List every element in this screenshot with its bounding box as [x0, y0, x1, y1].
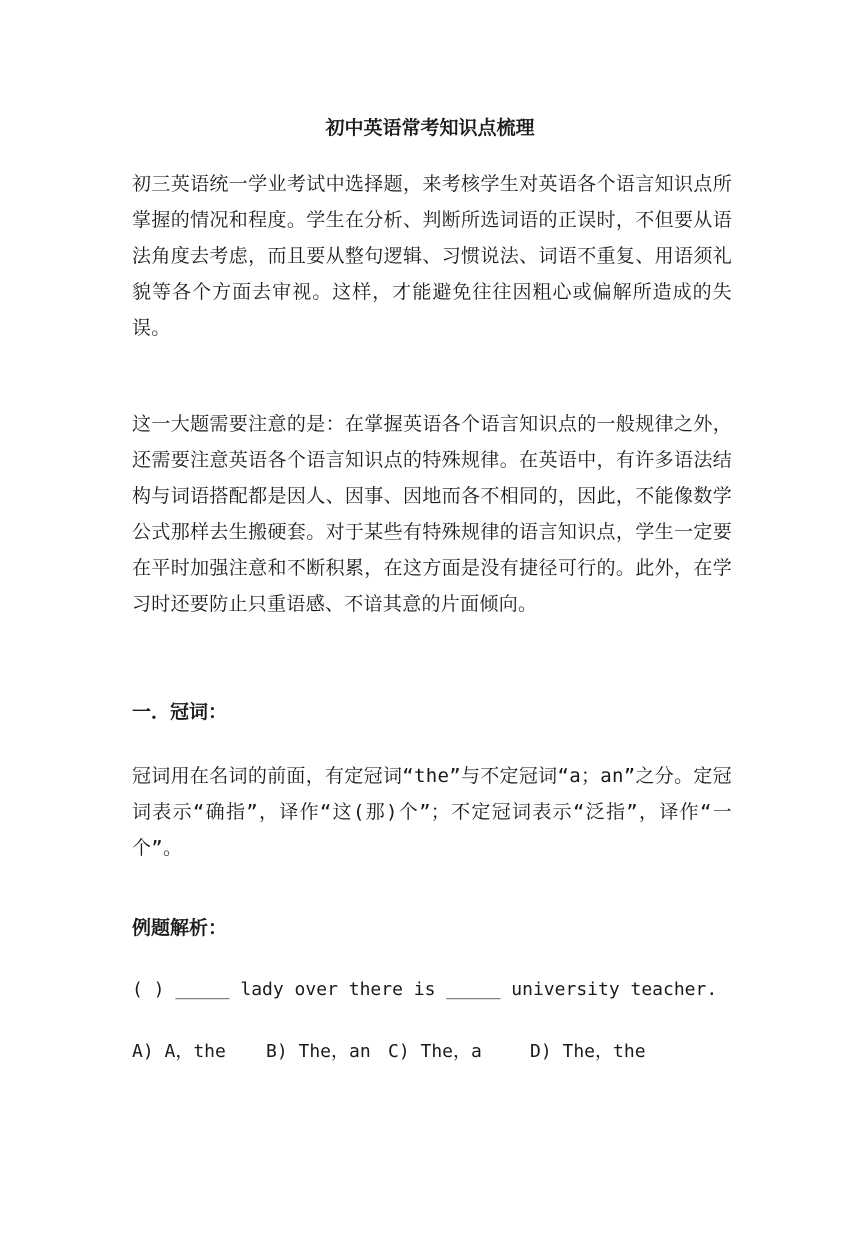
example-heading: 例题解析：	[132, 917, 228, 939]
notes-paragraph: 这一大题需要注意的是：在掌握英语各个语言知识点的一般规律之外，还需要注意英语各个语言知识点的特殊规律。在英语中，有许多语法结构与词语搭配都是因人、因事、因地而各不相同的，因此，不能像数学公式那样去生搬硬套。对于某些有特殊规律的语言知识点，学生一定要在平时加强注意和不断积累，在这方面是没有捷径可行的。此外，在学习时还要防止只重语感、不谙其意的片面倾向。	[132, 413, 732, 615]
intro-paragraph: 初三英语统一学业考试中选择题，来考核学生对英语各个语言知识点所掌握的情况和程度。学生在分析、判断所选词语的正误时，不但要从语法角度去考虑，而且要从整句逻辑、习惯说法、词语不重复、用语须礼貌等各个方面去审视。这样，才能避免往往因粗心或偏解所造成的失误。	[132, 173, 732, 339]
option-d: D) The，the	[530, 1041, 646, 1062]
option-a: A) A，the	[132, 1041, 226, 1062]
example-question: ( ) _____ lady over there is _____ university teacher.	[132, 979, 718, 1000]
articles-paragraph: 冠词用在名词的前面，有定冠词“the”与不定冠词“a；an”之分。定冠词表示“确指”，译作“这(那)个”；不定冠词表示“泛指”，译作“一个”。	[132, 765, 732, 859]
section-heading-articles: 一．冠词：	[132, 701, 228, 723]
option-c: C) The，a	[388, 1041, 482, 1062]
document-title: 初中英语常考知识点梳理	[325, 117, 535, 139]
option-b: B) The，an	[266, 1041, 371, 1062]
answer-options	[132, 1034, 732, 1070]
